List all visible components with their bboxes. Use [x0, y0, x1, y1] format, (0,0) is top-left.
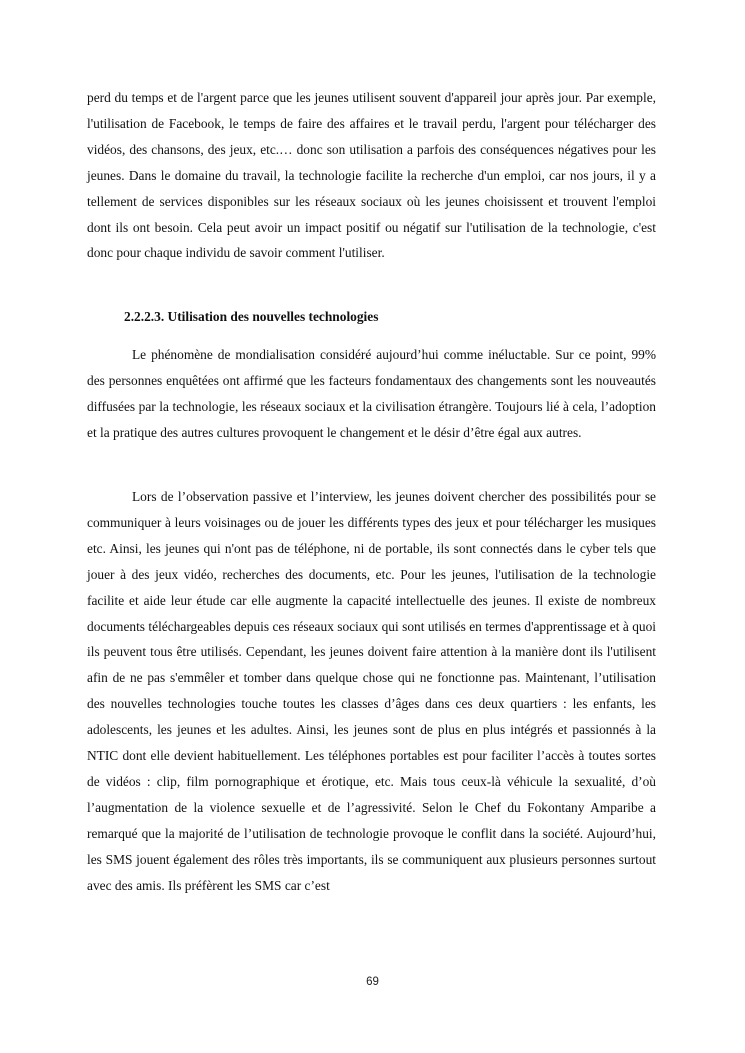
body-paragraph-observation: Lors de l’observation passive et l’interview, les jeunes doivent chercher des possibilités pour se communiquer à leurs voisinages ou de jouer les différents types des jeux et pour télécharger les musiques etc. Ainsi, les jeunes qui n'ont pas de téléphone, ni de portable, ils sont connectés dans le cyber tels que jouer à des jeux vidéo, recherches des documents, etc. Pour les jeunes, l'utilisation de la technologie facilite et aide leur étude car elle augmente la capacité intellectuelle des jeunes. Il existe de nombreux documents téléchargeables depuis ces réseaux sociaux qui sont utilisés en termes d'apprentissage et à quoi ils peuvent tous être utilisés. Cependant, les jeunes doivent faire attention à la manière dont ils l'utilisent afin de ne pas s'emmêler et tomber dans quelque chose qui ne fonctionne pas. Maintenant, l’utilisation des nouvelles technologies touche toutes les classes d’âges dans ces deux quartiers : les enfants, les adolescents, les jeunes et les adultes. Ainsi, les jeunes sont de plus en plus intégrés et passionnés à la NTIC dont elle devient habituellement. Les téléphones portables est pour faciliter l’accès à toutes sortes de vidéos : clip, film pornographique et érotique, etc. Mais tous ceux-là véhicule la sexualité, d’où l’augmentation de la violence sexuelle et de l’agressivité. Selon le Chef du Fokontany Amparibe a remarqué que la majorité de l’utilisation de technologie provoque le conflit dans la société. Aujourd’hui, les SMS jouent également des rôles très importants, ils se communiquent aux plusieurs personnes surtout avec des amis. Ils préfèrent les SMS car c’est	[87, 489, 656, 893]
body-paragraph-continued: perd du temps et de l'argent parce que les jeunes utilisent souvent d'appareil jour après jour. Par exemple, l'utilisation de Facebook, le temps de faire des affaires et le travail perdu, l'argent pour télécharger des vidéos, des chansons, des jeux, etc.… donc son utilisation a parfois des conséquences négatives pour les jeunes. Dans le domaine du travail, la technologie facilite la recherche d'un emploi, car nos jours, il y a tellement de services disponibles sur les réseaux sociaux où les jeunes choisissent et trouvent l'emploi dont ils ont besoin. Cela peut avoir un impact positif ou négatif sur l'utilisation de la technologie, c'est donc pour chaque individu de savoir comment l'utiliser.	[87, 90, 656, 261]
section-heading: 2.2.2.3. Utilisation des nouvelles technologies	[124, 309, 379, 324]
body-paragraph-mondialisation: Le phénomène de mondialisation considéré aujourd’hui comme inéluctable. Sur ce point, 99% des personnes enquêtées ont affirmé que les facteurs fondamentaux des changements sont les nouveautés diffusées par la technologie, les réseaux sociaux et la civilisation étrangère. Toujours lié à cela, l’adoption et la pratique des autres cultures provoquent le changement et le désir d’être égal aux autres.	[87, 347, 656, 440]
page-number: 69	[366, 976, 379, 988]
